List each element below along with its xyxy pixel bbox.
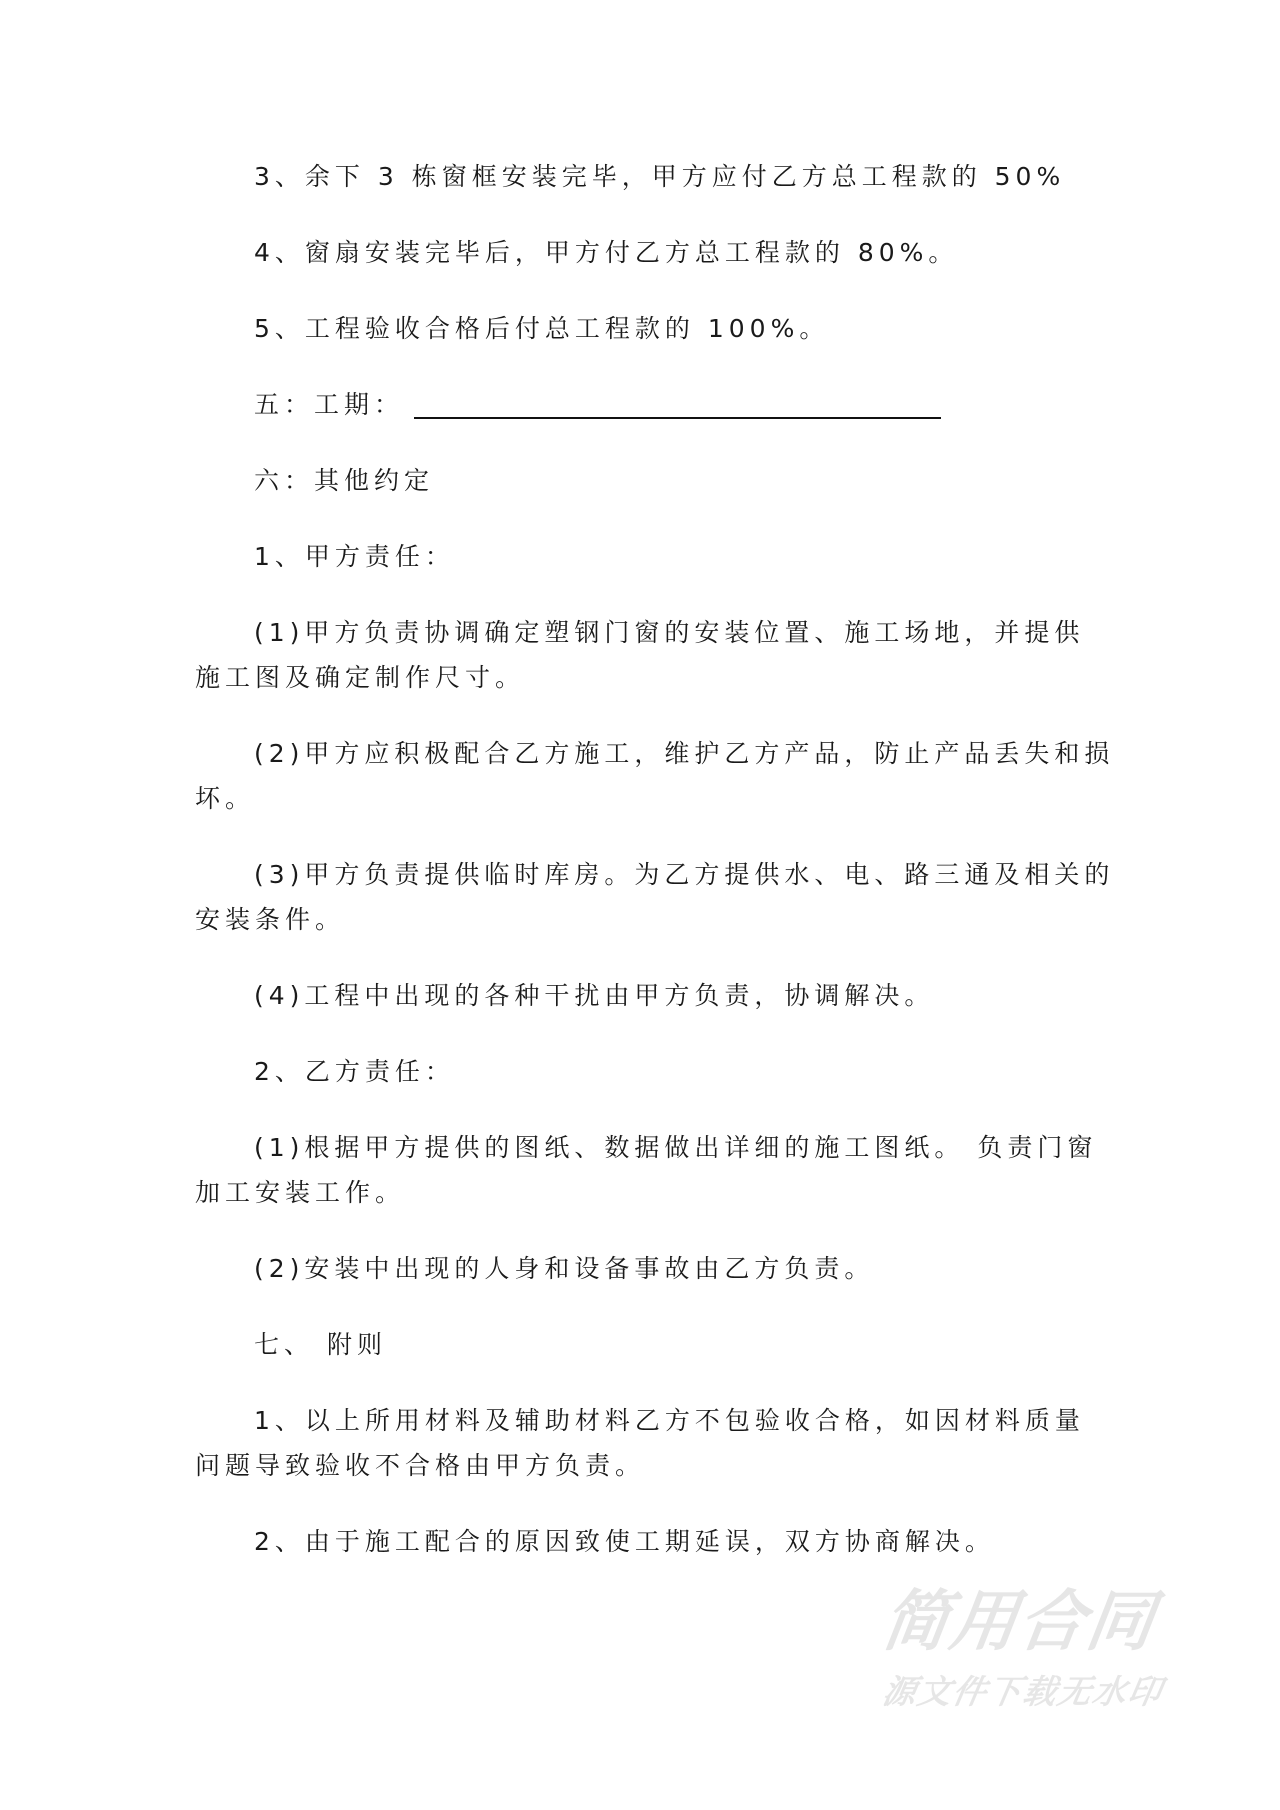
party-a-item-1 [195, 610, 1095, 700]
payment-term-5 [195, 306, 1095, 351]
paragraph-line: (2)甲方应积极配合乙方施工，维护乙方产品，防止产品丢失和损 [254, 739, 1115, 768]
paragraph-line: 3、余下 3 栋窗框安装完毕，甲方应付乙方总工程款的 50% [254, 162, 1066, 191]
paragraph-line: (4)工程中出现的各种干扰由甲方负责，协调解决。 [254, 981, 935, 1010]
party-b-responsibilities-heading [195, 1049, 1095, 1094]
paragraph-line: 问题导致验收不合格由甲方负责。 [195, 1451, 646, 1480]
payment-term-3 [195, 154, 1095, 199]
schedule-blank-field[interactable] [414, 417, 941, 419]
party-a-item-2 [195, 731, 1115, 821]
paragraph-line: (1)根据甲方提供的图纸、数据做出详细的施工图纸。 负责门窗 [254, 1133, 1098, 1162]
party-b-item-2 [195, 1246, 1095, 1291]
paragraph-line: 1、以上所用材料及辅助材料乙方不包验收合格，如因材料质量 [254, 1406, 1085, 1435]
paragraph-line: (2)安装中出现的人身和设备事故由乙方负责。 [254, 1254, 875, 1283]
party-a-responsibilities-heading [195, 534, 1095, 579]
watermark [877, 1583, 1183, 1711]
watermark-title: 简用合同 [877, 1583, 1161, 1660]
paragraph-line: (1)甲方负责协调确定塑钢门窗的安装位置、施工场地，并提供 [254, 618, 1085, 647]
paragraph-line: 4、窗扇安装完毕后，甲方付乙方总工程款的 80%。 [254, 238, 959, 267]
section-appendix-heading [195, 1322, 1095, 1367]
paragraph-line: (3)甲方负责提供临时库房。为乙方提供水、电、路三通及相关的 [254, 860, 1115, 889]
party-a-item-3 [195, 852, 1115, 942]
section-other-agreements-heading [195, 458, 1095, 503]
party-b-item-1 [195, 1125, 1098, 1215]
section-schedule [195, 382, 1095, 427]
paragraph-line: 5、工程验收合格后付总工程款的 100%。 [254, 314, 830, 343]
subsection-heading: 2、乙方责任： [254, 1057, 455, 1086]
paragraph-line: 加工安装工作。 [195, 1178, 406, 1207]
paragraph-line: 2、由于施工配合的原因致使工期延误，双方协商解决。 [254, 1527, 995, 1556]
appendix-item-1 [195, 1398, 1095, 1488]
section-heading: 七、 附则 [254, 1330, 387, 1359]
appendix-item-2 [195, 1519, 1095, 1564]
paragraph-line: 安装条件。 [195, 905, 346, 934]
party-a-item-4 [195, 973, 1095, 1018]
schedule-label: 五：工期： [254, 390, 405, 419]
paragraph-line: 坏。 [195, 784, 256, 813]
schedule-line [195, 382, 1095, 427]
subsection-heading: 1、甲方责任： [254, 542, 455, 571]
payment-term-4 [195, 230, 1095, 275]
contract-body [195, 154, 1115, 1595]
watermark-subtitle: 源文件下载无水印 [879, 1672, 1167, 1711]
paragraph-line: 施工图及确定制作尺寸。 [195, 663, 526, 692]
section-heading: 六：其他约定 [254, 466, 435, 495]
